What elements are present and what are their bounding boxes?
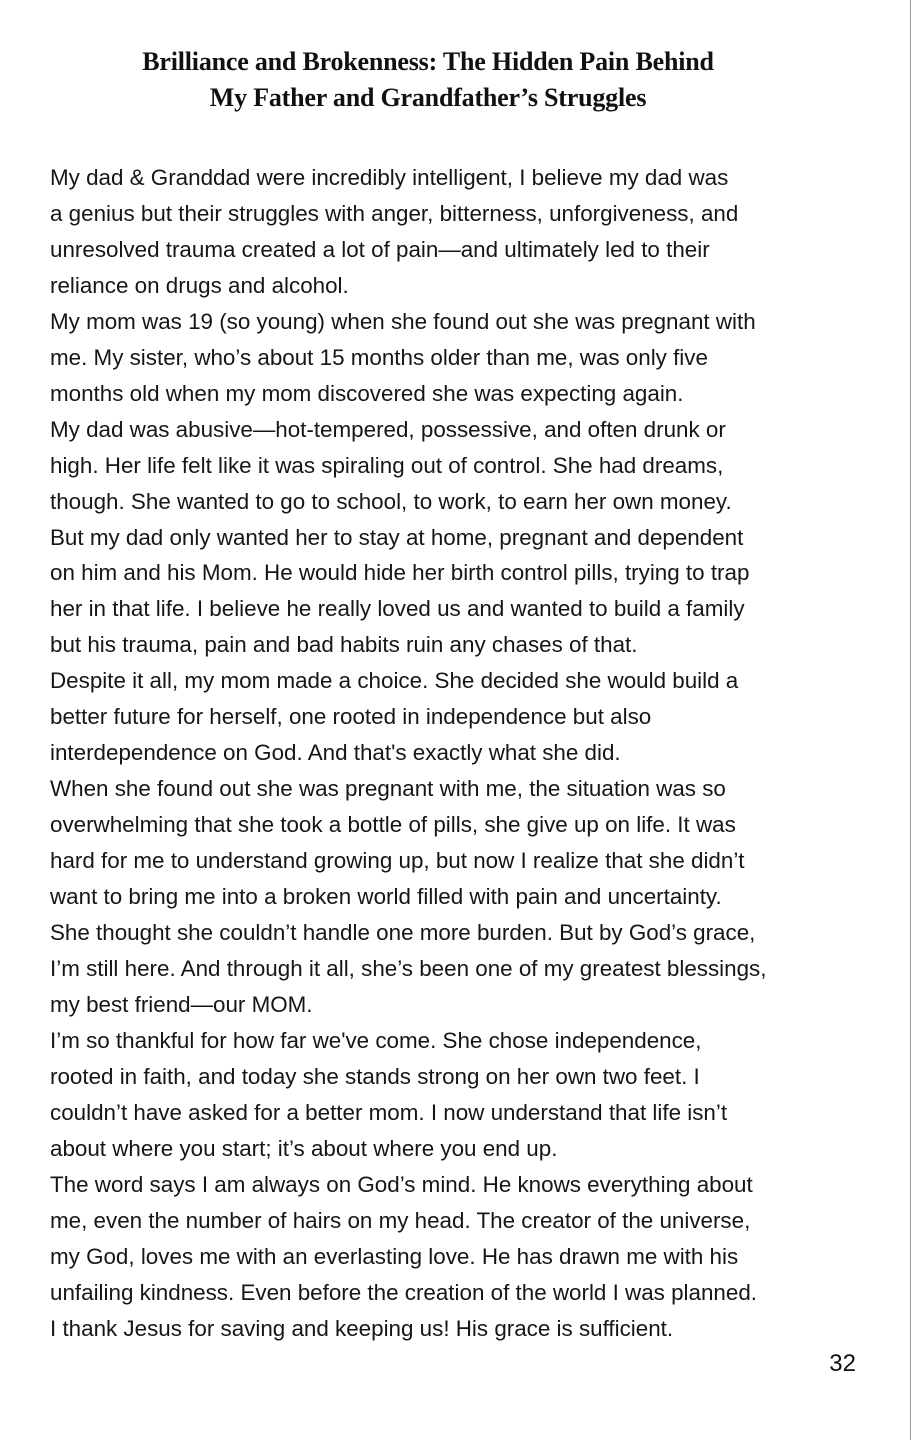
text-line: My dad was abusive—hot-tempered, possessive, and often drunk or (50, 416, 726, 442)
text-line: But my dad only wanted her to stay at home, pregnant and dependent (50, 524, 744, 550)
text-line: I thank Jesus for saving and keeping us! His grace is sufficient. (50, 1315, 674, 1341)
text-line: Despite it all, my mom made a choice. She decided she would build a (50, 668, 739, 694)
text-line: months old when my mom discovered she was expecting again. (50, 380, 684, 406)
text-line: on him and his Mom. He would hide her birth control pills, trying to trap (50, 560, 750, 586)
page-number: 32 (829, 1350, 856, 1377)
text-line: My dad & Granddad were incredibly intelligent, I believe my dad was (50, 165, 729, 190)
page-edge (910, 0, 911, 1440)
text-line: interdependence on God. And that's exactly what she did. (50, 740, 621, 766)
title-line: Brilliance and Brokenness: The Hidden Pain Behind (142, 47, 714, 76)
text-line: hard for me to understand growing up, but now I realize that she didn’t (50, 848, 745, 874)
text-line: about where you start; it’s about where you end up. (50, 1135, 558, 1161)
page-title (0, 44, 856, 116)
text-line: I’m still here. And through it all, she’s been one of my greatest blessings, (50, 955, 767, 981)
text-line: my God, loves me with an everlasting love. He has drawn me with his (50, 1243, 739, 1269)
text-line: My mom was 19 (so young) when she found out she was pregnant with (50, 308, 756, 334)
text-line: me, even the number of hairs on my head. The creator of the universe, (50, 1207, 751, 1233)
text-line: overwhelming that she took a bottle of pills, she give up on life. It was (50, 812, 736, 838)
body-text (50, 160, 766, 1346)
text-line: a genius but their struggles with anger, bitterness, unforgiveness, and (50, 200, 739, 226)
text-line: but his trauma, pain and bad habits ruin any chases of that. (50, 632, 638, 658)
text-line: She thought she couldn’t handle one more burden. But by God’s grace, (50, 920, 756, 946)
text-line: I’m so thankful for how far we've come. She chose independence, (50, 1027, 702, 1053)
text-line: unresolved trauma created a lot of pain—and ultimately led to their (50, 236, 710, 262)
text-line: her in that life. I believe he really loved us and wanted to build a family (50, 596, 745, 622)
text-line: though. She wanted to go to school, to work, to earn her own money. (50, 488, 732, 514)
text-line: want to bring me into a broken world filled with pain and uncertainty. (50, 884, 722, 910)
text-line: rooted in faith, and today she stands strong on her own two feet. I (50, 1063, 700, 1089)
text-line: my best friend—our MOM. (50, 991, 313, 1017)
text-line: When she found out she was pregnant with me, the situation was so (50, 776, 726, 802)
text-line: The word says I am always on God’s mind. He knows everything about (50, 1171, 753, 1197)
text-line: couldn’t have asked for a better mom. I now understand that life isn’t (50, 1099, 728, 1125)
text-line: unfailing kindness. Even before the creation of the world I was planned. (50, 1279, 757, 1305)
text-line: better future for herself, one rooted in independence but also (50, 704, 652, 730)
text-line: me. My sister, who’s about 15 months older than me, was only five (50, 344, 708, 370)
text-line: reliance on drugs and alcohol. (50, 272, 349, 298)
title-line: My Father and Grandfather’s Struggles (209, 83, 647, 112)
text-line: high. Her life felt like it was spiraling out of control. She had dreams, (50, 452, 724, 478)
